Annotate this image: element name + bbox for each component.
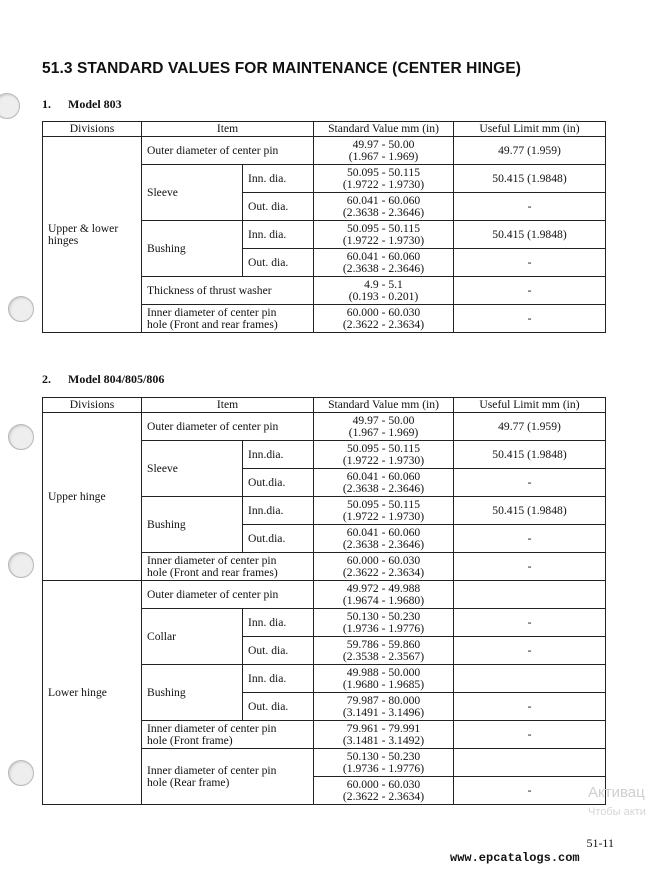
item-cell: Thickness of thrust washer	[142, 277, 314, 305]
binder-hole	[0, 93, 20, 119]
section-1-title: 1. Model 803	[42, 97, 122, 111]
standard-value-cell: 60.041 - 60.060 (2.3638 - 2.3646)	[314, 469, 454, 497]
standard-value-cell: 50.130 - 50.230 (1.9736 - 1.9776)	[314, 749, 454, 777]
table-model-804-805-806	[42, 397, 606, 805]
limit-cell: 50.415 (1.9848)	[454, 221, 606, 249]
standard-value-cell: 50.095 - 50.115 (1.9722 - 1.9730)	[314, 441, 454, 469]
limit-cell: -	[454, 305, 606, 333]
page-heading: 51.3 STANDARD VALUES FOR MAINTENANCE (CENTER HINGE)	[42, 60, 522, 77]
item-cell: Sleeve	[142, 165, 243, 221]
subitem-cell: Inn. dia.	[243, 609, 314, 637]
limit-cell: 50.415 (1.9848)	[454, 497, 606, 525]
table-row	[43, 581, 606, 609]
limit-cell	[454, 749, 606, 777]
standard-value-cell: 60.041 - 60.060 (2.3638 - 2.3646)	[314, 193, 454, 221]
binder-hole	[8, 760, 34, 786]
division-cell: Lower hinge	[43, 581, 142, 805]
table-model-803	[42, 121, 606, 333]
activation-watermark-subtext: Чтобы акти	[588, 806, 646, 818]
activation-watermark: Активац	[588, 784, 645, 801]
standard-value-cell: 50.130 - 50.230 (1.9736 - 1.9776)	[314, 609, 454, 637]
subitem-cell: Inn. dia.	[243, 165, 314, 193]
subitem-cell: Out. dia.	[243, 693, 314, 721]
item-cell: Inner diameter of center pin hole (Front and rear frames)	[142, 305, 314, 333]
limit-cell: -	[454, 777, 606, 805]
standard-value-cell: 49.97 - 50.00 (1.967 - 1.969)	[314, 413, 454, 441]
standard-value-cell: 60.000 - 60.030 (2.3622 - 2.3634)	[314, 553, 454, 581]
division-cell: Upper hinge	[43, 413, 142, 581]
standard-value-cell: 4.9 - 5.1 (0.193 - 0.201)	[314, 277, 454, 305]
limit-cell: 50.415 (1.9848)	[454, 441, 606, 469]
item-cell: Bushing	[142, 665, 243, 721]
standard-value-cell: 79.987 - 80.000 (3.1491 - 3.1496)	[314, 693, 454, 721]
col-header-item: Item	[142, 122, 314, 137]
website-footer: www.epcatalogs.com	[450, 851, 580, 865]
limit-cell: -	[454, 637, 606, 665]
limit-cell: -	[454, 609, 606, 637]
standard-value-cell: 79.961 - 79.991 (3.1481 - 3.1492)	[314, 721, 454, 749]
col-header-limit: Useful Limit mm (in)	[454, 122, 606, 137]
table-header-row	[43, 122, 606, 137]
limit-cell	[454, 581, 606, 609]
limit-cell: 49.77 (1.959)	[454, 413, 606, 441]
item-cell: Inner diameter of center pin hole (Front frame)	[142, 721, 314, 749]
standard-value-cell: 60.041 - 60.060 (2.3638 - 2.3646)	[314, 525, 454, 553]
table-header-row	[43, 398, 606, 413]
subitem-cell: Out. dia.	[243, 249, 314, 277]
limit-cell: -	[454, 469, 606, 497]
standard-value-cell: 60.041 - 60.060 (2.3638 - 2.3646)	[314, 249, 454, 277]
col-header-divisions: Divisions	[43, 398, 142, 413]
standard-value-cell: 49.972 - 49.988 (1.9674 - 1.9680)	[314, 581, 454, 609]
item-cell: Collar	[142, 609, 243, 665]
table-row	[43, 137, 606, 165]
col-header-standard: Standard Value mm (in)	[314, 398, 454, 413]
binder-hole	[8, 552, 34, 578]
limit-cell: -	[454, 693, 606, 721]
page-number: 51-11	[586, 836, 614, 850]
table-row	[43, 413, 606, 441]
limit-cell: 49.77 (1.959)	[454, 137, 606, 165]
division-cell: Upper & lower hinges	[43, 137, 142, 333]
item-cell: Outer diameter of center pin	[142, 137, 314, 165]
item-cell: Outer diameter of center pin	[142, 413, 314, 441]
standard-value-cell: 59.786 - 59.860 (2.3538 - 2.3567)	[314, 637, 454, 665]
limit-cell	[454, 665, 606, 693]
limit-cell: -	[454, 277, 606, 305]
standard-value-cell: 50.095 - 50.115 (1.9722 - 1.9730)	[314, 497, 454, 525]
subitem-cell: Inn.dia.	[243, 441, 314, 469]
item-cell: Bushing	[142, 221, 243, 277]
item-cell: Sleeve	[142, 441, 243, 497]
binder-hole	[8, 424, 34, 450]
subitem-cell: Inn.dia.	[243, 497, 314, 525]
item-cell: Outer diameter of center pin	[142, 581, 314, 609]
limit-cell: -	[454, 193, 606, 221]
item-cell: Inner diameter of center pin hole (Rear frame)	[142, 749, 314, 805]
col-header-item: Item	[142, 398, 314, 413]
subitem-cell: Out. dia.	[243, 193, 314, 221]
binder-hole	[8, 296, 34, 322]
limit-cell: -	[454, 553, 606, 581]
subitem-cell: Inn. dia.	[243, 221, 314, 249]
standard-value-cell: 50.095 - 50.115 (1.9722 - 1.9730)	[314, 221, 454, 249]
item-cell: Bushing	[142, 497, 243, 553]
subitem-cell: Out.dia.	[243, 469, 314, 497]
limit-cell: -	[454, 249, 606, 277]
col-header-standard: Standard Value mm (in)	[314, 122, 454, 137]
limit-cell: 50.415 (1.9848)	[454, 165, 606, 193]
subitem-cell: Inn. dia.	[243, 665, 314, 693]
standard-value-cell: 50.095 - 50.115 (1.9722 - 1.9730)	[314, 165, 454, 193]
subitem-cell: Out. dia.	[243, 637, 314, 665]
col-header-limit: Useful Limit mm (in)	[454, 398, 606, 413]
limit-cell: -	[454, 721, 606, 749]
standard-value-cell: 60.000 - 60.030 (2.3622 - 2.3634)	[314, 305, 454, 333]
subitem-cell: Out.dia.	[243, 525, 314, 553]
item-cell: Inner diameter of center pin hole (Front and rear frames)	[142, 553, 314, 581]
section-2-title: 2. Model 804/805/806	[42, 372, 165, 386]
standard-value-cell: 49.97 - 50.00 (1.967 - 1.969)	[314, 137, 454, 165]
standard-value-cell: 49.988 - 50.000 (1.9680 - 1.9685)	[314, 665, 454, 693]
limit-cell: -	[454, 525, 606, 553]
col-header-divisions: Divisions	[43, 122, 142, 137]
standard-value-cell: 60.000 - 60.030 (2.3622 - 2.3634)	[314, 777, 454, 805]
